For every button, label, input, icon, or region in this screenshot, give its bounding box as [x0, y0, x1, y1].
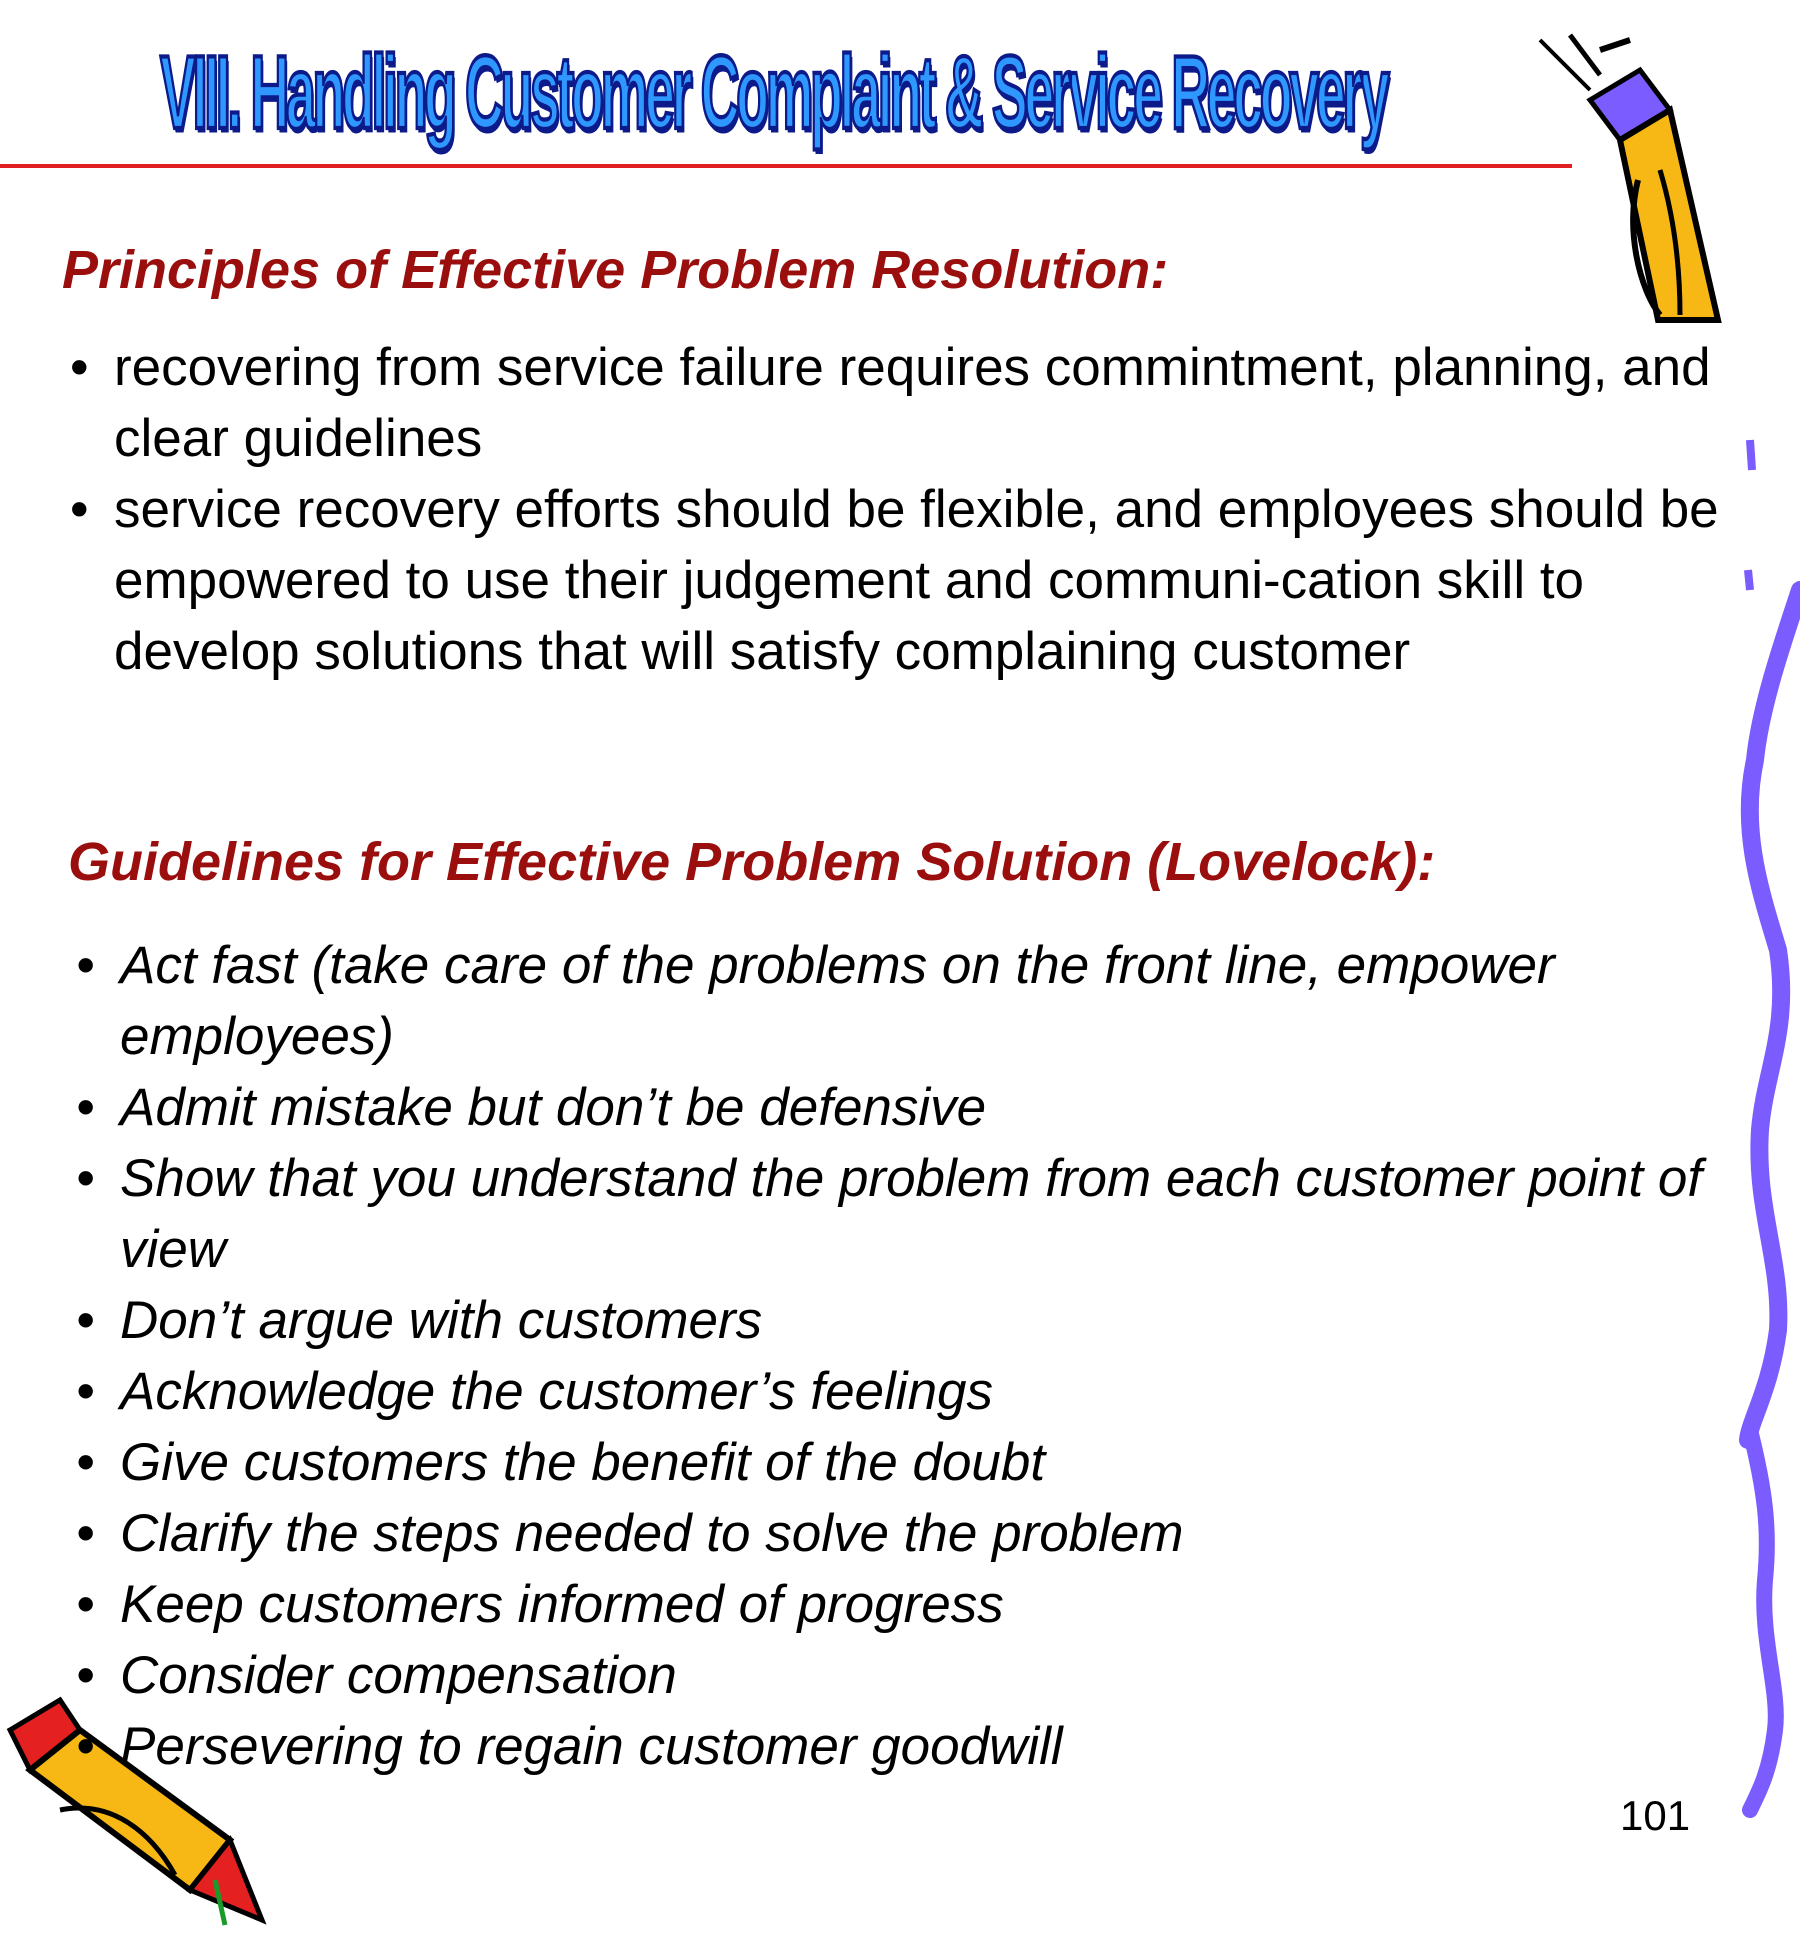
- page-number: 101: [1620, 1792, 1691, 1839]
- list-item: • recovering from service failure requires commintment, planning, and clear guidelines: [70, 338, 1711, 468]
- principles-heading: Principles of Effective Problem Resolution:: [62, 240, 1169, 300]
- squiggle-line: [1720, 430, 1800, 1830]
- list-item: • service recovery efforts should be flexible, and employees should be empowered to use their judgement and communi-cation skill to develop solutions that will satisfy complaining customer: [70, 480, 1719, 681]
- title-divider: [0, 164, 1572, 168]
- list-item: • Consider compensation: [76, 1646, 677, 1705]
- list-item: • Persevering to regain customer goodwill: [76, 1717, 1063, 1776]
- guidelines-list: [76, 930, 1716, 1782]
- list-item: • Give customers the benefit of the doubt: [76, 1433, 1046, 1492]
- list-item: • Acknowledge the customer’s feelings: [76, 1362, 994, 1421]
- list-item: • Admit mistake but don’t be defensive: [76, 1078, 987, 1137]
- slide-title: VIII. Handling Customer Complaint & Service Recovery: [160, 35, 1387, 151]
- list-item: • Don’t argue with customers: [76, 1291, 763, 1350]
- pencil-icon: [1530, 30, 1730, 330]
- list-item: • Act fast (take care of the problems on the front line, empower employees): [76, 936, 1555, 1066]
- list-item: • Keep customers informed of progress: [76, 1575, 1004, 1634]
- list-item: • Show that you understand the problem from each customer point of view: [76, 1149, 1703, 1279]
- principles-list: [70, 332, 1730, 687]
- guidelines-heading: Guidelines for Effective Problem Solution (Lovelock):: [68, 832, 1436, 892]
- list-item: • Clarify the steps needed to solve the problem: [76, 1504, 1184, 1563]
